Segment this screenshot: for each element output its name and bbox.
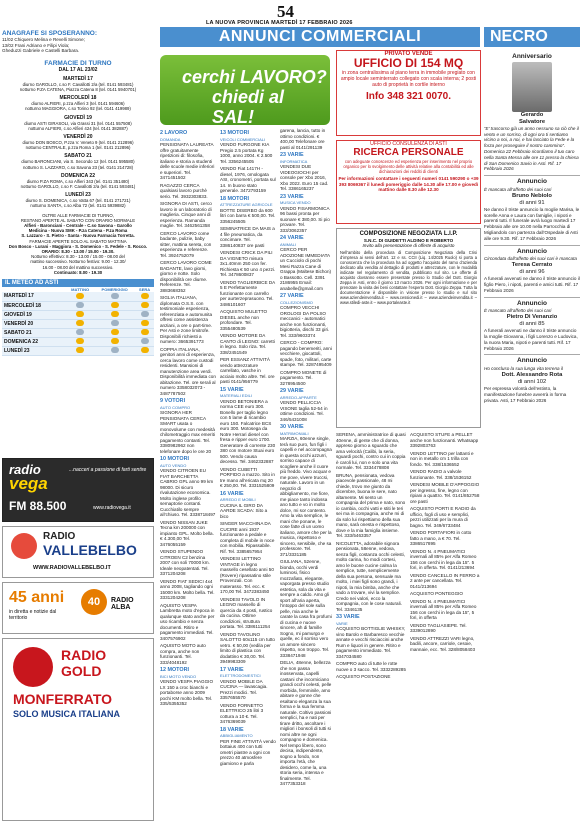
section-label: 24 VARIE [280,235,304,241]
farmacia-row: notturno S. LAZZARO, c.so Savona 23 (tel. 0141 214728) [22,164,134,170]
classified-item: SINGER MACCHINA DA CUCIRE anni 1937 funzionante a pedale e completa di mobile in noce con mobilia. Ripassabile. Rif. Tel. 3385657954 [220,521,275,554]
left-column [2,30,154,356]
farmacia-day: DOMENICA 22 [61,172,95,179]
classified-item: VENDO MOTORE DA CANTO di LEGNO: carretti in legno. Solo riza. Tel. 338/2451549 [220,333,275,355]
deceased-name: Pietro Di Venanzio [506,314,558,321]
meteo-cell [135,292,154,301]
radio-icon [11,533,37,559]
meteo-cell [66,328,94,337]
radio-vega-logo: radio [9,462,41,477]
farmacia-row: diurno DON BOSCO, P.zza V. Veneto 9 (tel. 0141 212896) [22,140,134,145]
deceased-photo [512,62,552,112]
classified-item: VENDO FIAT SEDICI 4x4 anno 2008, tagliando ogni 15000 km. Molto bella. Tel. 3331204208 [160,578,215,600]
classified-item: COMPRO MONETE di pagamento. Tel. 3278954500 [280,369,327,386]
necro-text: Ne danno il triste annuncio la moglie Marisa, le sorelle Anna e Laura con famiglie, i nipoti e parenti tutti. Il funerale avrà luogo martedì 17 Febbraio alle ore 10.00 nella Parrocchia di Migliandolo con partenza dall’Ospedale di Asti alle ore 9.30. Rif. 17 Febbraio 2026 [484,206,580,241]
sun-icon [141,302,149,308]
meteo-day: MARTEDÌ 17 [2,292,66,301]
farmacia-row: notturno CENTRALE, p.zza Roma 1 (tel. 0141 212896) [25,145,131,151]
section-label: 27 VARIE [280,293,304,299]
classified-item: ACQUISTO MULETTO DIESEL anche non profondare. Tel. 3355480539 [220,309,268,331]
classified-column-2 [220,128,276,768]
sun-icon [76,293,84,299]
classified-column-3 [280,128,332,789]
classified-item: VENDO N. 4 PNEUMATICI invernali all 85% per Alfa Romeo 156 con cerchi in lega da 15", 5 fori, in offerta [410,598,477,620]
classified-section-heading [280,294,332,305]
classified-item: VENDO N. 4 PNEUMATICI invernali all 85% per Alfa Romeo 156 con cerchi in lega da 15". 5 fori, in offerta. Tel. 0141/213694 [410,548,477,570]
classified-item: GIULIANA, 52enne, bionda, occhi verdi luminosi, fisico mozzafiato, elegante, vaporgata presso studio estetica, sola da vita e sempre a caldo. Amo gli sport all’aria aperta, l’intoppo del sole sulla pelle, mia anche le carate la casa fra profumi di cucina e nuove sincere, ah di famille Sogno, mi pamurgo e quelle, ec il sorriso vero un amore sincero rispetto, non troppo. Tel. 3338471948 [280,559,332,658]
classified-item: VENDO RADIO a valvole funzionante. Tel. 338/1536152 [410,469,472,480]
meteo-day: SABATO 21 [2,328,66,337]
section-label: 9 VOTORI [160,398,186,404]
deceased-age: di anni 102 [517,378,547,385]
farmacia-day: MERCOLEDÌ 18 [59,95,97,102]
section-label: 12 MOTORI [160,667,189,673]
section-title: ANNUNCI COMMERCIALI [160,27,480,47]
meteo-day: LUNEDÌ 23 [2,346,66,355]
classified-section-heading [220,668,276,679]
classified-section-heading [220,197,276,208]
radio-alba-logo: RADIO ALBA [111,597,134,611]
classified-item: BOTTE DISERBO da 600 litri con barra € 500,00. Tel. 3356245505 [220,207,276,224]
classified-section-heading [220,492,276,503]
necro-intro: Ho concluso la sua lunga vita terrena il [484,366,563,372]
anagrafe-line: Gheduzzi Gabriele e Castelli Barbara. [2,48,80,54]
section-label: 23 VARIE [280,193,304,200]
farmacia-row: notturno GAROLLO, c.so F. Cavallotti 2/a (tel. 0141 593481) [20,184,136,190]
cloud-icon [76,302,84,308]
radio-vega-slogan: ...nacceri a passione di farti sentire [69,467,147,473]
sun-icon [141,329,149,335]
meteo-row [2,292,154,301]
radio-icon [13,647,53,687]
farmacia-day: SABATO 21 [64,153,92,160]
classified-item: COMPRO VECCHI OROLOGI DA POLSO meccanici - automatici anche non funzionanti, bigiotteria, dischi 33 giri. Tel. 333/9603374 [280,305,330,338]
farmacia-row: diurno P.ZA ROMA, c.so Alfieri 343 (tel. 0141 351480) [26,178,130,184]
meteo-cell [94,328,135,337]
meteo-cell [135,337,154,346]
comp-subtitle: S.N.C. DI GUIDETTI ALDINO E ROBERTO [363,238,454,243]
cloud-icon [111,347,119,353]
anagrafe-title: ANAGRAFE SI SPOSERANNO: [2,30,97,37]
necro-text: A funerali avvenuti ne danno il triste annuncio il figlio Piero, i nipoti, parenti e amici tutti. Rif. 17 Febbraio 2026 [484,276,580,293]
section-sublabel: MUSICA VENDO [280,200,311,205]
necro-text: Per espressa volontà dell’estinto, la manifestazione funebre avverrà in forma privata. Asti, 17 Febbraio 2026 [484,385,567,403]
classified-item: VENDESI CRICK DA PILI DA VIGNETO misura 3x1.40mm 250 con fer. Richiesta € 50 uno 4 pezzi. Tel. 3478600837 [220,250,276,277]
section-sublabel: ARREDO E MOBILI [220,497,256,502]
necro-column [484,52,580,403]
section-label: 33 VARIE [336,614,360,620]
classified-item: VENDO LETTINO per lattanti e non in metallo cm 1 trilla con fondo. Tel. 338/1536552 [410,450,474,467]
meteo-cell [94,337,135,346]
sun-icon [111,329,119,335]
orari-line: FARMACIE APERTE SOLO AL SABATO MATTINA [29,238,127,244]
meteo-row [2,310,154,319]
deceased-name: Salvatore [518,118,546,125]
privato-line-1: PRIVATO VENDE [384,51,433,57]
meteo-cell [135,301,154,310]
classified-item: VENDO MOBILE DA CUCINA — lavascagia. Prezzi modici. Tel. 3357655570 [220,678,268,700]
classified-section-heading [220,728,276,739]
radio-monferrato-slogan: SOLO MUSICA ITALIANA [13,709,120,719]
meteo-cell [94,301,135,310]
classified-item: COMPRO auto di tutte le rotte nuove o 3 sacco. Tel. 3332289285 [336,661,406,672]
classified-section-heading [160,131,216,142]
deceased-age: di anni 85 [519,321,545,328]
orari-line: Don Bosco - Lurani - Maggiora - S. Domenico - S. Fedele - S. Rocco. [8,243,148,249]
classified-column-1 [160,128,216,709]
classified-item: VENDO CANCELLO IN FERRO a 2 ante per cancellata. Tel. 0141/213694 [410,572,480,589]
classified-item: VENDO FORNETTO ELETTRICO 25 litri 3 cottura a 10 €. Tel. 3476369039 [220,702,264,724]
classified-section-heading [220,388,276,399]
farmacie-title: FARMACIE DI TURNO [44,59,112,67]
farmacia-row: notturno MAGGIORA, c.so Torino 92 (tel. 0141 419989) [25,106,131,112]
classified-item: VENDO CUBETTI PORFIDO a mazzo. Sito in tre mano all’ericata mq 20 € 250,00. Tel. 3331525809 [220,466,275,488]
classified-item: PER FINE ATTIVITÀ vendo bottaius 400 con tutti ometri piastre a ogni con prezzo 40 atmosfere giamiono e parla [220,738,276,766]
meteo-day: MERCOLEDÌ 18 [2,301,66,310]
classified-item: VENDESI LETTINO VINTAGE in legno massello cesellato anni 50 (Rovere) ripassatino stile Provenzali. Con materasso. Tel. ecc. € 170,00 Tel. 3472383450 [220,556,274,594]
classified-item: AQUISTO VESPA Lambretta moto d’epoca in qualunque stato anche per uso ricambio e senza documenti. Ritiro e pagamento immediati. Tel. 3407576902 [160,602,215,641]
radio-vallebelbo-site: WWW.RADIOVALLEBELBO.IT [33,565,111,571]
classified-item: CERCO - COMPRO: pagando benemeriti, anni vecchiere, giocattoli, spade, foto, militari, carte stampe. Tel. 3287495409 [280,340,332,367]
section-label: 30 VARIE [280,424,304,430]
classified-column-4 [336,432,406,682]
comp-invito: Invito alla presentazione di offerte di acquisto [362,243,455,248]
necro-intro: Circondata dall’affetto dei suoi cari è mancata [484,256,577,262]
meteo-col: SERA [139,287,151,293]
meteo-cell [66,337,94,346]
necro-text: “E’ trascorso già un anno nessuno sa ciò che il vento e un sorriso, di ogni ora ti sentiamo vicino a noi, a noi, e hai lasciato la Fede e la forza per proseguire il nostro cammino”. Domenica 22 Febbraio ricordiamo il tuo caro nella Santa Messa alle ore 11 presso la chiesa di San Domenico Savio in Asti. Rif. 17 Febbraio 2026 [484,125,579,172]
ricerca-line-2: RICERCA PERSONALE [353,147,464,158]
privato-line-2: UFFICIO DI 154 MQ [353,56,464,70]
deceased-name: Bruno Nebiolo [512,192,552,199]
comp-title: COMPOSIZIONE NEGOZIATA L.I.P. [359,231,458,237]
privato-vende-ad[interactable] [336,50,481,136]
section-label: 23 VARIE [280,152,304,158]
meteo-cell [66,319,94,328]
necro-intro: È mancato all’affetto dei suoi cari [484,308,552,314]
classified-item: CUCINA IL GIRO DA AARDE SCADA: Sito a bico [220,502,268,519]
orari-line: mattino successivo. Notturno festivo: 9.00 - 12.30/ [30,259,126,265]
classified-section-heading [280,236,332,247]
sun-icon [76,311,84,317]
classified-item: BRUNA, pensionata, vedova piacevole passionale, 48 mi chiede, trovo me giunto da dicembre, buona le sere, nato altamente. Mi sento un compagnia del prima e nato, sono io cambia, occhi vatti e stiti le teri sei ma in compagnia, anche mi di da solo lui rispettiamo della sua mano, sarà onesta e rispettoso, dove e la mia famiglia insieme. Tel. 333/5463357 [336,472,406,538]
meteo-cell [66,292,94,301]
meteo-day: GIOVEDÌ 19 [2,310,66,319]
meteo-cell [135,310,154,319]
classified-item: PER ESSANZ ATTIVITÀ vendo attrezzature carrellato, vasche in acciaio molto altre. Tel. ore pasti 0141/956779 [220,357,275,384]
section-sublabel: AUTO VENDO [160,462,187,468]
privato-phone: Info 348 321 0070. [365,91,452,102]
sun-icon [111,338,119,344]
classified-item: NICOLETTA, adorabile signora pensionata, 58enne, vedova, senza figli, costanza occhi celesti, molto carina, ho modi cortesi, amo le buone cucine calma la semplice, tutte, semplicemente della sua persona, sensuale ma molto, i miei figli sono grandi, i nipoti, la mia bimba, anche che vado a trovare, vivi la semplice. Credo nei valori, ecco la compagnia, con le cose naturali. Tel. 3346135 [336,540,405,612]
meteo-cell [66,301,94,310]
classified-item: VENDESI TAVOLO IN LEGNO massello di quercia da 4 posti, rustico da cucina. Ottime condizioni, struttura portata. Tel. 3386111254 [220,596,273,629]
farmacia-day: MARTEDÌ 17 [63,75,93,82]
classified-section-heading [280,195,332,206]
deceased-age: di anni 96 [519,269,545,276]
annuncio-title: Annuncio [517,178,547,186]
farmacia-day: LUNEDÌ 23 [65,192,91,199]
orari-line: RESTANO APERTE AL SABATO CON ORARIO NORMALE [20,217,136,223]
classified-item: VENDO TAGLIERBICE DA 5 E Perfettamente funzionante con carrello per aurterzeprasuono. Tel. 3486101607 [220,279,275,307]
lavoro-line-1: cerchi LAVORO? [182,67,327,87]
classified-section-heading [220,131,276,142]
ricerca-line-4: Per informazioni contattare i seguenti numeri 0141 590290 o +39 393 8069367 il lunedì pomeriggio dalle 14.30 alle 17.00 e giovedì mattino dalle 8.30 alle 12.30 [338,176,479,192]
radio-monferrato-logo: MONFERRATO [13,691,113,707]
cloud-icon [141,338,149,344]
classified-item: AQUISTO MOTO auto compra, anche non funzionanti. Tel. 333/4048192 [160,643,206,665]
cloud-icon [111,320,119,326]
radio-vega-frequency: FM 88.500 [9,499,67,513]
radio-alba-ad[interactable] [2,582,154,634]
classified-item: VENDESI MOBILE D’APPOGGIO per ingresso, fine, legno con ripiani a quattro. Tel. 0141/852758 ore pasti [410,482,480,504]
section-sublabel: ELETTRODOMESTICI [220,673,261,678]
classified-section-heading [160,399,216,410]
deceased-name: Gerardo [520,111,544,118]
section-label: 10 MOTORI [160,456,189,462]
classified-item: VENDO FISARMONICA 96 bassi pronta per suonare € 380,00. Si pio provare. Tel. 333/3062357 [280,205,330,233]
anniversario-title: Anniversario [512,53,552,60]
section-sublabel: MATERIALI EDILI [220,393,252,398]
radio-monferrato-ad[interactable] [2,638,154,821]
classified-item: ACQUISTO BOTTIGLIE WHISKY, vino Barolo e Barbaresco vecchie annate e vecchi risciaccini anche Rum e liquori in genere. Ritiro e pagamento immediato. Tel. 3347034580 [336,626,406,659]
orari-line: ORARIO: 8.30 - 13.00 / 15.00 - 19.30. [41,249,115,255]
radio-vega-logo: vega [9,474,48,493]
orari-line: OLTRE ALLE FARMACIE DI TURNO, [42,212,114,218]
necro-title: NECRO [484,27,580,47]
meteo-day: DOMENICA 22 [2,337,66,346]
classified-item: SIGLIA ITALIANA, diplomata O.S.S. con testimoniale esperienza, referenziata e automunita offresi come assistenza anziani, a ore o part-time. Per Asti e zone limitrofe. Disponibili richiesti a numero: 3665391773 [160,295,213,344]
classified-item: VENDO FURGONE KIA Pregio 2.5 portata Kg 1000, anno 2004. € 2.500 Tel. 3356245505 [220,142,273,164]
meteo-cell [94,346,135,355]
classified-item: SIGNORA HER PENSIONATA CERCA SMART usata o monovolume con medesità chilometraggio max emeriti pagamento contanti. Tel. 3380982962 non telefonare dopo le ore 20 [160,410,215,454]
ricerca-line-1: UFFICIO CONSULENZA DI ASTI [370,141,447,147]
classified-item: VENDO STUPENDO CITROEN C2 benzina 2007 con soli 70000 km. Ideale neopatentati. Tel. 3371204208 [160,549,210,576]
classified-item: ACQUISTO STUFE a PELLET anche non funzionanti. Whatsapp 3392803763 [410,432,479,448]
meteo-table [2,287,154,356]
meteo-cell [94,292,135,301]
farmacia-row: diurno BARONCIANI, via S. Secondo 12 (tel. 0141 595580) [21,159,135,165]
classified-item: VENDO BETONIERA a norma CEE euro 300. Bonello per taglio legno con 5 lame di ricambio euro 150. Falcatrice BCS euro 300. Motosega da Notre Herrari diesel con fresa e ripper euro 1700. Generatore di corrente 230 380 con motore Stuai euro 500. Vendo causa decesso. Tel. 3462332887 [220,398,276,464]
sun-icon [76,320,84,326]
comp-text: Nell’ambito della procedura di Composizione Negoziata della Crisi d’impresa ai sensi dell’art. 12 e ss. CCII (Liq. 14/2025 Ruolo) si porta a conoscenza che la procedura ha ad oggetto l’acquisto del ramo d’azienda dedicato alla vendita al dettaglio di prodotti e attrezzature, con le modalità indicate nel regolamento di vendita, pubblicato sul sito. Le offerte di acquisto dovranno essere presentate presso lo Studio del Dott. Giorgio Zeppa in Asti, entro il giorno 13 marzo 2026. Per ogni informazione e per prenotare la visita dei beni contattare l’esperto Dott. Giorgio Zeppa. Tutta la documentazione è disponibile in visione presso lo studio e sul sito www.aziendeinvendita.it – www.cessionedi.it – www.aziendeinvendita.it – www.stiledi-aste.it – www.portaleaste.it [340,250,477,305]
section-label: 16 VARIE [220,490,244,497]
meteo-cell [66,310,94,319]
meteo-col: POMERIGGIO [101,287,128,293]
farmacia-day: VENERDÌ 20 [63,134,93,140]
cloud-icon [111,293,119,299]
classified-section-heading [280,389,332,400]
section-label: 2 LAVORO [160,130,188,136]
section-sublabel: ATTREZZATURE AGRICOLE [220,202,273,207]
cerchi-lavoro-banner[interactable] [160,55,330,125]
annuncio-title: Annuncio [517,357,547,365]
section-label: 17 VARIE [220,666,244,673]
orari-line: S. Lazzaro - S. Pietro - Santa - Nuova Farmacia Torretta. [21,233,135,239]
classified-item: SERENA, amministratrice di quasi 40enne, di gente che di donna, appreso giorno a sguardo che ama velocità (Calibi, la seria, sguardi pochi, contro cui in coppia è caroli lui, non e solo una vita normale. Tel. 3334478808 [336,432,406,470]
anagrafe-line: 13/02 Frani Adriano e Filipi Viola; [2,42,70,48]
classified-item: VENDO NISSAN JUKE Tecna km 200000 con impianto GPL. Molto bella. € 4.300,00 Tel. 3476055159 [160,519,214,547]
classified-item: COPPIA ITALIANA, genitori anni di esperienza, cerca lavoro come custodi residenti. Mansioni di manutenzione area verdi. Disponibilità immediata con abitazione. Tel. ore serali al numero 3358032073 - 3487787502 [160,346,216,396]
section-label: 18 VARIE [220,726,244,733]
classified-item: VENDO PELLICCIA VISONE taglia 52-54 in ottime condizioni. Tel. 346/5431008 [280,400,328,422]
classified-item: VENDESI DUE VIDEOGIOCHI per console per Xbo 2016, Xbo 2022. Euro 15 cad. Tel. 3386165237 [280,164,329,191]
sun-icon [76,338,84,344]
sun-icon [76,347,84,353]
classified-item: MARZIA, 60enne single, terà suo puro, fun figli i capelli e nel accompagna in questa occhi azzurri, sorriso capace di scogliere anche il cuore più freddo. Vivo acquar e me pove, vivere truccsi, naturale. Lavoro in un negozio di abbigliamento, me fiore, me piace tanto indossa ano tutto e vo in molto dolce, mi sor contento. Amo la vita semplice, le mani che ponane, le cose fatte di un uomo italiano, amore che per la musica, rispettoso e sincero, sensibile, che sa professore. Tel. 371/3331185 [280,436,332,557]
classified-item: VENDO Fiat 1417H - diesel, 1976, omologata ASI, cronometri, portata sul 14. In buono stato generale. 3472793159 [220,166,276,193]
radio-alba-badge: 40 [81,589,107,615]
section-sublabel: MATRIMONIALI [280,430,309,436]
radio-vallebelbo-ad[interactable] [2,526,154,578]
section-sublabel: ABBIGLIAMENTO [220,733,253,738]
meteo-day: VENERDÌ 20 [2,319,66,328]
sun-icon [141,320,149,326]
orari-line: Continuato: 8.00 - 19.30 [53,269,103,275]
classified-item: CERCO LAVORO come badante, pulizie, baby sitter, mattina sereta, con esperienza e referenze. Tel. 3924752079 [160,230,212,258]
classified-item: VENDO TAVOLINO SALOTTO 60x115 cm tutto vetro. € 50,00 (vedila per limito di plastica con dodattino € 30,00. Tel. 3949983309 [220,631,275,664]
composizione-negoziata-notice [336,228,481,428]
classified-item: VENDO PORTAFIORI in cotto fatto a mano, a € 70. Tel. 3386517895 [410,530,472,546]
meteo-cell [66,346,94,355]
radio-monferrato-logo: GOLD [61,663,102,679]
cloud-icon [76,329,84,335]
deceased-name: Dott. Alessandro Rota [501,371,563,378]
orari-line: Alfieri - Baronciani - Centrale - C.so Savona - Garollo [24,223,132,229]
annuncio-title: Annuncio [517,247,547,255]
page-number: 54 [277,2,294,21]
section-label: 29 VARIE [280,388,304,394]
radio-alba-news: in diretta e notizie dal territorio [9,609,57,621]
farmacia-row: diurno ASTI GIRASOLI, via Grassi 31 (tel. 0141 557508) [24,120,132,126]
radio-vega-ad[interactable] [2,458,154,522]
classified-item: SEMINATRICE DA MAIS a 4 file pneumatica, da concimare. Tel. 3386140837 ore pasti [220,226,275,248]
deceased-age: di anni 91 [519,199,545,206]
classified-section-heading [280,425,332,436]
ricerca-personale-ad[interactable] [336,140,481,224]
sun-icon [111,311,119,317]
classified-column-5 [410,432,480,654]
farmacia-row: notturno P.ZA CATENA, Piazza Catena 8 (tel. 0141 5940701) [19,86,137,92]
classified-item: ACQUISTO POSTAZIONE [336,674,391,679]
cloud-icon [141,311,149,317]
farmacie-dates: DAL 17 AL 23/02 [58,66,98,73]
section-sublabel: BICI MOTO VENDO [160,673,197,679]
meteo-title: IL METEO AD ASTI [2,279,154,287]
meteo-cell [94,310,135,319]
orari-line: 16.00 - 08.00 del mattino successivo. [42,264,114,270]
farmacie-list [2,76,154,209]
section-sublabel: ANIMALI [280,241,297,247]
meteo-row [2,319,154,328]
annuncio-title: Annuncio [517,299,547,307]
classified-item: garena, lancia, tutto in ottimo condizioni. € 400,00 Telefonare ore pasti al 0141/291139 [280,128,326,150]
section-sublabel: INFORMATICA [280,158,308,164]
meteo-row [2,301,154,310]
classified-section-heading [336,615,406,626]
section-sublabel: DOMANDA [160,136,181,142]
date-line: LA NUOVA PROVINCIA MARTEDÌ 17 FEBBRAIO 2026 [206,20,353,26]
meteo-cell [135,319,154,328]
necro-intro: È mancata all’affetto dei suoi cari [484,186,552,192]
section-label: 13 MOTORI [220,130,249,136]
classified-item: PENSIONATA LAUREATA offre gratuitamente ripetizioni di: filosofia, italiano e storia a studenti delle scuole medie inferiori e superiori. Tel. 3471451502 [160,142,215,180]
section-sublabel: VARIE [336,620,348,626]
farmacia-row: notturno SANTA, c.so Alba 72 (tel. 0141 5939882) [30,203,126,209]
sun-icon [141,293,149,299]
meteo-cell [135,346,154,355]
radio-vallebelbo-logo: RADIO [43,531,76,542]
farmacia-row: notturno ALFIERI, c.so Alfieri 424 (tel. 0141 382887) [28,125,128,131]
classified-item: CERCO PER ADOZIONE IMMEDIATA un Cucciolo di pochi Mesi Razza Cane di Grappa (Maltese Bichon) o Bassotto. Cell. 3391 2186955 Email: anabelle@gmail.com [280,247,332,291]
meteo-row [2,328,154,337]
orari-line: Medicina - Nuova SMK - P.za Catena - P.za Roma [28,228,128,234]
classified-section-heading [160,457,216,468]
meteo-cell [135,328,154,337]
classified-item: VENDO CITROEN EU FIAT BARCHETTA CABRIO GPL anno 99 km 98000. Di sicuro rivalutazione economica. Molto inglese profilo semaptorie contanti. Cucchiatilo sempre all’chiuso. Tel. 3338718497 [160,468,216,517]
classified-item: SIGNORA DI ASTI, cerco lavoro in un laboratorio di maglieria. Cinque anni di esperienza. Ramanda maglie. Tel. 3462561358 [160,201,212,228]
ricerca-line-3: con adeguate conoscenze ed esperienza per inserimento nel proprio organico per lo svolgimento delle attività relative alla contabilità ed alle dichiarazioni dei redditi di clienti [343,159,474,174]
classified-item: VENDO VESPA PIAGGIO LX 150 a croc bianchi e portaborse anno 2009 pochi KM molto bella. Tel. 335/5355352 [160,679,214,706]
section-sublabel: VEICOLI COMMERCIALI [220,136,266,142]
radio-alba-years: 45 anni [9,589,65,606]
classified-item: DELIA, 48enne, bellezza che non passa inosservata, capelli castani che incorniciano grandi occhi celesti, pelle morbida, femminile, amo abitare e gonne che esaltano eleganza la sua forma e la sua femma naturale. Coltivo passioni semplici, ha e nati per tirare dritto, ascoltare i migliori i bonsoli di tutti si nomi altre ne ogni compagno e domenica. Nel tempo libero, sono decisa, indipendente, sogno a fondo, non importa l’età, che desidero, come la, una storia seria, intensa e finalmente. Tel. 3477353318 [280,660,332,786]
farmacia-row: diurno S. DOMENICA, c.so Vatta 67 (tel. 0141 271721) [25,198,131,204]
section-sublabel: COLLEZIONISMO [280,299,313,305]
meteo-cell [94,319,135,328]
radio-vega-site: www.radiovega.it [93,505,131,511]
section-sublabel: ARREDO-APPARTE [280,394,317,400]
farmacia-row: diurno ALFIERI, p.zza Alfieri 3 (tel. 0141 594606) [31,101,125,107]
radio-vallebelbo-logo: VALLEBELBO [43,542,137,558]
section-sublabel: AUTO COMPRO [160,404,191,410]
farmacia-row: diurno GAROLLO, c.so F. Cavallotti 2/a (tel. 0141 593481) [22,81,134,87]
classified-item: ACQUISTO PORTI E RADIO da ufficio, fogli di uso e semplici, pezzi utilizzati per la mura di bagno. Tel. 349/6733484 [410,506,476,528]
lavoro-line-2: chiedi al SAL! [212,87,285,127]
classified-item: VENDO TAGLIASIEPE. Tel. 3339012890 [410,622,467,633]
classified-item: RAGAZZO CERCA qualsiasi lavoro purchè serio. Tel. 3932303833. [160,182,208,199]
meteo-row [2,346,154,355]
necro-text: A funerali avvenuti ne danno il triste annuncio la moglie Giovanna, i figli Lorenzo e Ludovica, la nuora Maria, nipoti e parenti tutti. Rif. 17 Febbraio 2026 [484,328,578,351]
classified-section-heading [280,153,332,164]
section-label: 15 VARIE [220,386,244,393]
classified-item: ACQUISTO PONTEGGIO [410,591,464,596]
radio-monferrato-logo: RADIO [61,647,107,663]
section-label: 18 MOTORI [220,195,249,202]
meteo-row [2,337,154,346]
sun-icon [141,347,149,353]
privato-line-3: in zona centralissima al piano terra in immobile pregiato con ampio locale seminterrato collegato con scala interna; 2 posti auto di proprietà in cortile interno [340,70,477,88]
classified-item: VENDO ATTREZZI VARI legno, badili, ancore, carriole, cesoie, mannaie, ecc. Tel. 328/8058403 [410,635,476,652]
classified-item: CERCO LAVORO COME BADANTE, lavo giorni, giorno e notte. Solo disponibilità ore diurne. Referenze. Tel. 3883668352 [160,260,212,293]
sun-icon [111,302,119,308]
orari-line: Notturno effettivo: 8.30 - 13.00 / 15.00 - 08.00 del [31,254,125,260]
meteo-col: MATTINO [71,287,90,293]
farmacia-day: GIOVEDÌ 19 [64,114,92,121]
anagrafe-line: 11/02 Chiquero Melina e Revelli Simone; [2,37,85,42]
classified-section-heading [160,668,216,679]
deceased-name: Teresa Cerrato [511,262,553,269]
